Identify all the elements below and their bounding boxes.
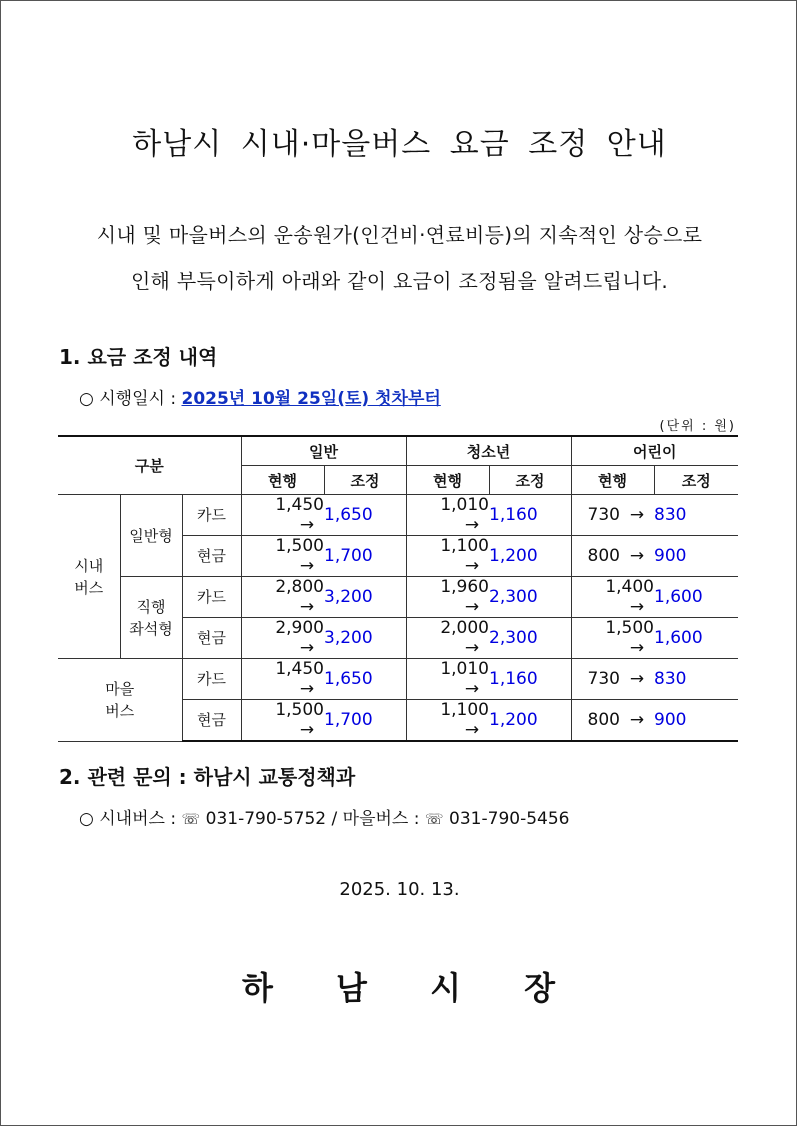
fare-youth-adjusted: 1,160 xyxy=(489,659,571,700)
pay-cash: 현금 xyxy=(182,700,241,742)
fare-youth-adjusted: 1,200 xyxy=(489,700,571,742)
fare-general-adjusted: 1,700 xyxy=(324,700,406,742)
fare-general-current: 1,500→ xyxy=(241,536,324,577)
fare-general-current: 1,450→ xyxy=(241,659,324,700)
fare-child-current: 800 → xyxy=(571,536,654,577)
effective-date-label: 시행일시 : xyxy=(99,389,177,409)
pay-cash: 현금 xyxy=(182,618,241,659)
fare-youth-adjusted: 1,160 xyxy=(489,495,571,536)
city-bus-label: 시내버스 : xyxy=(99,809,177,829)
header-youth-current: 현행 xyxy=(406,466,489,495)
city-bus-phone: 031-790-5752 xyxy=(205,809,327,829)
category-village-bus: 마을 버스 xyxy=(58,659,182,742)
fare-general-adjusted: 3,200 xyxy=(324,577,406,618)
circle-bullet-icon: ○ xyxy=(79,809,94,829)
arrow-icon: → xyxy=(299,597,315,617)
section-1-heading: 1. 요금 조정 내역 xyxy=(59,345,218,369)
signature-char: 하 xyxy=(241,969,275,1007)
pay-card: 카드 xyxy=(182,495,241,536)
fare-child-current: 800 → xyxy=(571,700,654,742)
fare-general-current: 1,500→ xyxy=(241,700,324,742)
header-child-adjusted: 조정 xyxy=(654,466,738,495)
header-gubun: 구분 xyxy=(58,436,241,495)
fare-youth-adjusted: 2,300 xyxy=(489,577,571,618)
header-youth: 청소년 xyxy=(406,436,571,466)
pay-card: 카드 xyxy=(182,659,241,700)
pay-cash: 현금 xyxy=(182,536,241,577)
section-2-heading: 2. 관련 문의 : 하남시 교통정책과 xyxy=(59,765,356,789)
intro-line-1: 시내 및 마을버스의 운송원가(인건비·연료비등)의 지속적인 상승으로 xyxy=(96,223,703,247)
signature-char: 남 xyxy=(336,969,369,1007)
intro-line-2: 인해 부득이하게 아래와 같이 요금이 조정됨을 알려드립니다. xyxy=(130,269,669,293)
arrow-icon: → xyxy=(629,638,645,658)
fare-child-current: 1,400→ xyxy=(571,577,654,618)
fare-general-adjusted: 1,700 xyxy=(324,536,406,577)
fare-youth-current: 2,000→ xyxy=(406,618,489,659)
fare-child-adjusted: 830 xyxy=(654,495,738,536)
fare-general-current: 2,900→ xyxy=(241,618,324,659)
fare-youth-current: 1,010→ xyxy=(406,659,489,700)
arrow-icon: → xyxy=(299,720,315,740)
issue-date: 2025. 10. 13. xyxy=(339,879,460,900)
arrow-icon: → xyxy=(299,638,315,658)
type-general: 일반형 xyxy=(120,495,182,577)
arrow-icon: → xyxy=(629,669,645,689)
fare-child-adjusted: 900 xyxy=(654,700,738,742)
arrow-icon: → xyxy=(629,710,645,730)
table-row xyxy=(58,577,738,618)
fare-general-current: 1,450→ xyxy=(241,495,324,536)
arrow-icon: → xyxy=(299,515,315,535)
header-youth-adjusted: 조정 xyxy=(489,466,571,495)
arrow-icon: → xyxy=(464,597,480,617)
fare-child-adjusted: 1,600 xyxy=(654,577,738,618)
table-row xyxy=(58,659,738,700)
phone-icon: ☏ xyxy=(181,810,201,828)
circle-bullet-icon: ○ xyxy=(79,389,94,409)
arrow-icon: → xyxy=(299,679,315,699)
fare-general-current: 2,800→ xyxy=(241,577,324,618)
type-express-seat: 직행 좌석형 xyxy=(120,577,182,659)
fare-youth-current: 1,010→ xyxy=(406,495,489,536)
separator: / xyxy=(331,809,338,829)
village-bus-phone: 031-790-5456 xyxy=(449,809,570,829)
fare-general-adjusted: 1,650 xyxy=(324,495,406,536)
phone-icon: ☏ xyxy=(424,810,444,828)
document-title: 하남시 시내·마을버스 요금 조정 안내 xyxy=(132,127,667,162)
header-general: 일반 xyxy=(241,436,406,466)
fare-child-adjusted: 900 xyxy=(654,536,738,577)
fare-child-adjusted: 1,600 xyxy=(654,618,738,659)
fare-child-current: 730 → xyxy=(571,659,654,700)
fare-table xyxy=(58,435,738,742)
header-general-current: 현행 xyxy=(241,466,324,495)
effective-date-line xyxy=(79,384,441,409)
arrow-icon: → xyxy=(464,638,480,658)
fare-youth-current: 1,960→ xyxy=(406,577,489,618)
fare-child-current: 730 → xyxy=(571,495,654,536)
header-child: 어린이 xyxy=(571,436,738,466)
arrow-icon: → xyxy=(464,720,480,740)
unit-label: (단위 : 원) xyxy=(659,419,736,434)
contact-line xyxy=(79,804,569,829)
effective-date-value: 2025년 10월 25일(토) 첫차부터 xyxy=(181,389,441,409)
signature-mayor xyxy=(1,963,797,1009)
arrow-icon: → xyxy=(464,556,480,576)
fare-youth-current: 1,100→ xyxy=(406,700,489,742)
fare-child-adjusted: 830 xyxy=(654,659,738,700)
fare-general-adjusted: 1,650 xyxy=(324,659,406,700)
arrow-icon: → xyxy=(629,597,645,617)
village-bus-label: 마을버스 : xyxy=(342,809,420,829)
header-child-current: 현행 xyxy=(571,466,654,495)
arrow-icon: → xyxy=(299,556,315,576)
fare-child-current: 1,500→ xyxy=(571,618,654,659)
arrow-icon: → xyxy=(629,546,645,566)
arrow-icon: → xyxy=(464,515,480,535)
arrow-icon: → xyxy=(629,505,645,525)
signature-char: 장 xyxy=(524,969,558,1007)
fare-youth-adjusted: 2,300 xyxy=(489,618,571,659)
fare-youth-current: 1,100→ xyxy=(406,536,489,577)
pay-card: 카드 xyxy=(182,577,241,618)
fare-general-adjusted: 3,200 xyxy=(324,618,406,659)
category-city-bus: 시내 버스 xyxy=(58,495,120,659)
arrow-icon: → xyxy=(464,679,480,699)
header-general-adjusted: 조정 xyxy=(324,466,406,495)
table-row xyxy=(58,495,738,536)
fare-youth-adjusted: 1,200 xyxy=(489,536,571,577)
signature-char: 시 xyxy=(430,969,463,1007)
